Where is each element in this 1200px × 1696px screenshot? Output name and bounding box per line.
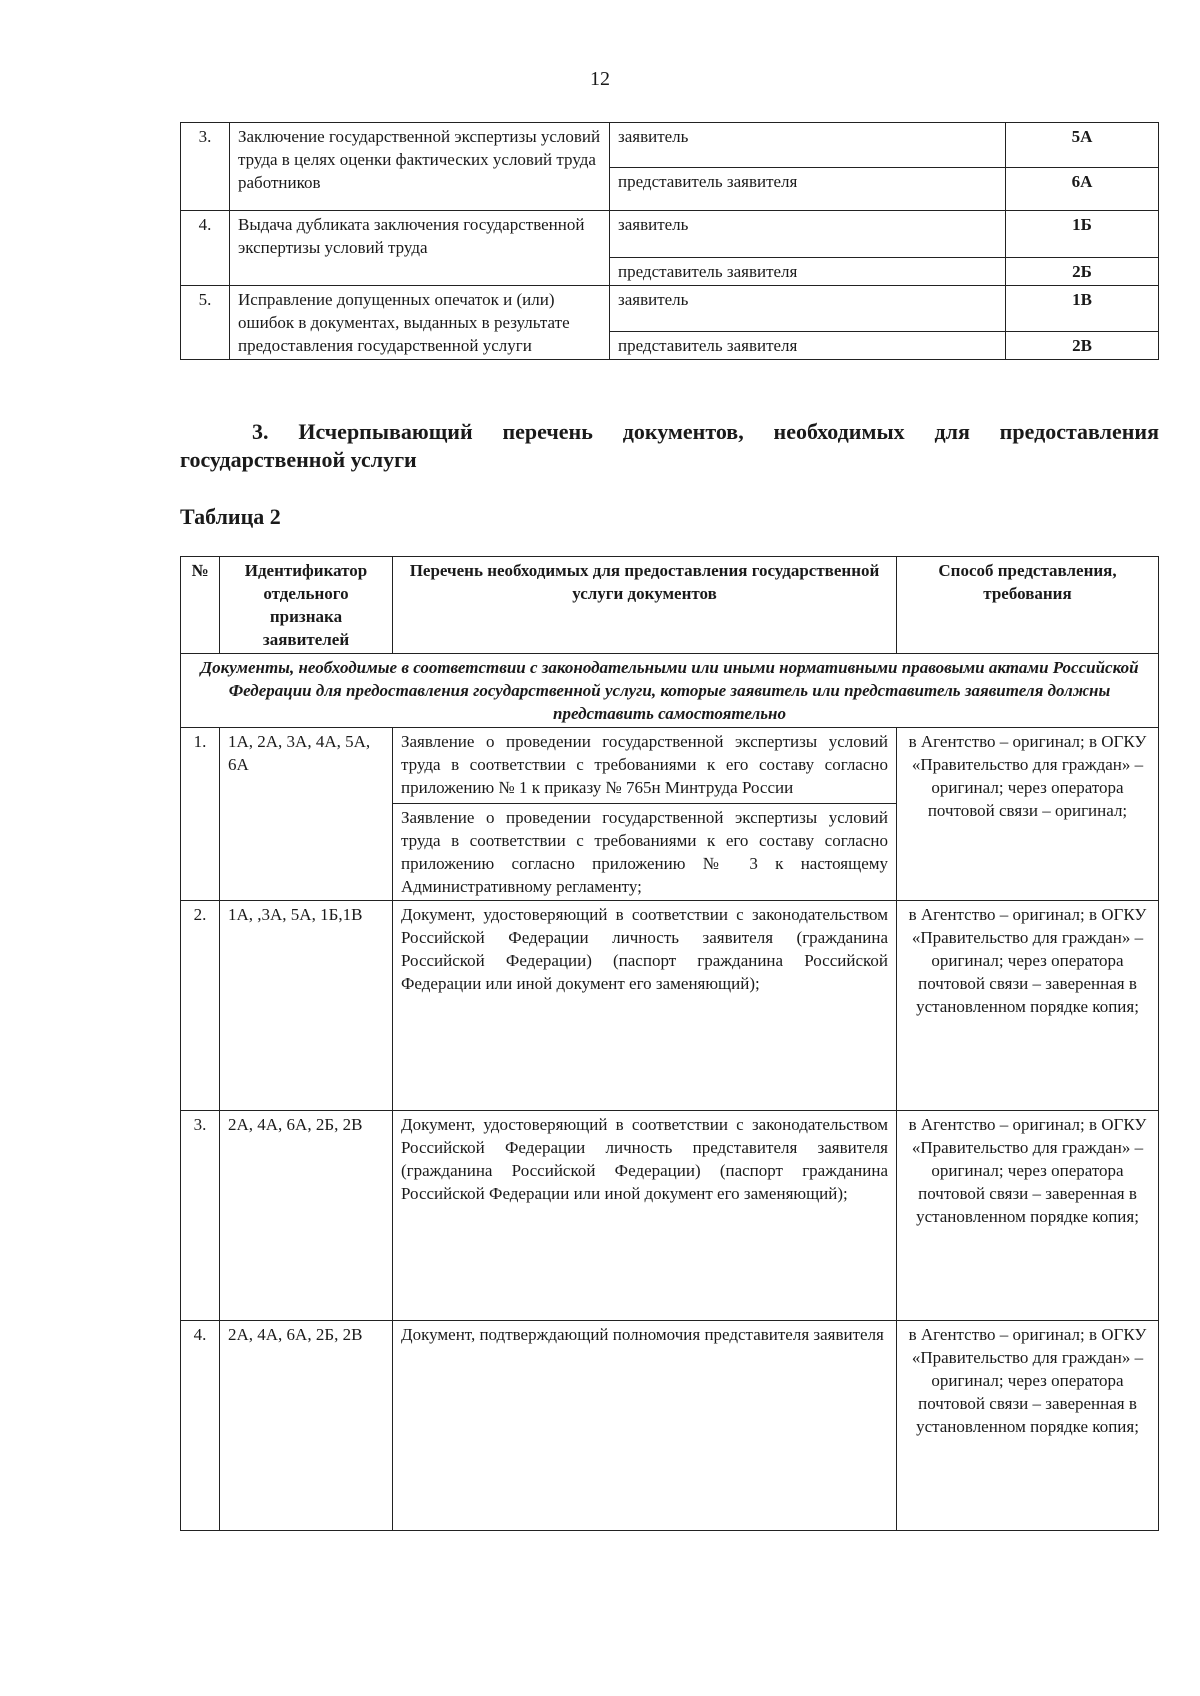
table-row	[181, 286, 1159, 332]
document-text: Заявление о проведении государственной экспертизы условий труда в соответствии с требованиями к его составу согласно приложению № 1 к приказу № 765н Минтруда России	[401, 732, 888, 797]
row-method: в Агентство – оригинал; в ОГКУ «Правительство для граждан» – оригинал; через оператора почтовой связи – заверенная в установленном порядке копия;	[897, 901, 1159, 1111]
variant-code: 1В	[1006, 286, 1159, 332]
variant-code: 6А	[1006, 168, 1159, 211]
applicant-type: представитель заявителя	[610, 331, 1006, 359]
row-method: в Агентство – оригинал; в ОГКУ «Правительство для граждан» – оригинал; через оператора почтовой связи – заверенная в установленном порядке копия;	[897, 1321, 1159, 1531]
row-number: 3.	[181, 1111, 220, 1321]
applicant-type: представитель заявителя	[610, 258, 1006, 286]
row-identifiers: 2А, 4А, 6А, 2Б, 2В	[220, 1321, 393, 1531]
services-table	[180, 122, 1159, 360]
row-documents: Документ, удостоверяющий в соответствии с законодательством Российской Федерации личность представителя заявителя (гражданина Российской Федерации) (паспорт гражданина Российской Федерации или иной документ его заменяющий);	[393, 1111, 897, 1321]
table-row	[181, 123, 1159, 168]
documents-table	[180, 556, 1159, 1531]
table-header-row	[181, 557, 1159, 654]
page-number: 12	[590, 68, 610, 90]
variant-code: 2Б	[1006, 258, 1159, 286]
variant-code: 5А	[1006, 123, 1159, 168]
table-row	[181, 728, 1159, 901]
row-number: 4.	[181, 211, 230, 286]
row-documents	[393, 728, 897, 901]
row-identifiers: 1А, ,3А, 5А, 1Б,1В	[220, 901, 393, 1111]
header-documents: Перечень необходимых для предоставления государственной услуги документов	[393, 557, 897, 654]
table-row	[181, 901, 1159, 1111]
group-title: Документы, необходимые в соответствии с законодательными или иными нормативными правовыми актами Российской Федерации для предоставления государственной услуги, которые заявитель или представитель заявителя должны представить самостоятельно	[181, 654, 1159, 728]
row-method: в Агентство – оригинал; в ОГКУ «Правительство для граждан» – оригинал; через оператора почтовой связи – заверенная в установленном порядке копия;	[897, 1111, 1159, 1321]
section-title: 3. Исчерпывающий перечень документов, необходимых для предоставления государственной услуги	[180, 419, 1159, 472]
variant-code: 1Б	[1006, 211, 1159, 258]
row-method: в Агентство – оригинал; в ОГКУ «Правительство для граждан» – оригинал; через оператора почтовой связи – оригинал;	[897, 728, 1159, 901]
variant-code: 2В	[1006, 331, 1159, 359]
applicant-type: заявитель	[610, 286, 1006, 332]
row-identifiers: 1А, 2А, 3А, 4А, 5А, 6А	[220, 728, 393, 901]
row-number: 2.	[181, 901, 220, 1111]
service-name: Заключение государственной экспертизы условий труда в целях оценки фактических условий труда работников	[230, 123, 610, 211]
applicant-type: заявитель	[610, 211, 1006, 258]
service-name: Выдача дубликата заключения государственной экспертизы условий труда	[230, 211, 610, 286]
header-number: №	[181, 557, 220, 654]
table-caption: Таблица 2	[180, 504, 281, 529]
table-row	[181, 1111, 1159, 1321]
row-documents: Документ, удостоверяющий в соответствии с законодательством Российской Федерации личность заявителя (гражданина Российской Федерации) (паспорт гражданина Российской Федерации или иной документ его заменяющий);	[393, 901, 897, 1111]
row-number: 3.	[181, 123, 230, 211]
service-name: Исправление допущенных опечаток и (или) ошибок в документах, выданных в результате предоставления государственной услуги	[230, 286, 610, 360]
row-identifiers: 2А, 4А, 6А, 2Б, 2В	[220, 1111, 393, 1321]
row-documents: Документ, подтверждающий полномочия представителя заявителя	[393, 1321, 897, 1531]
table-row	[181, 1321, 1159, 1531]
header-method: Способ представления, требования	[897, 557, 1159, 654]
table-group-row	[181, 654, 1159, 728]
table-row	[181, 211, 1159, 258]
row-number: 1.	[181, 728, 220, 901]
applicant-type: представитель заявителя	[610, 168, 1006, 211]
row-number: 5.	[181, 286, 230, 360]
row-number: 4.	[181, 1321, 220, 1531]
applicant-type: заявитель	[610, 123, 1006, 168]
document-text: Заявление о проведении государственной экспертизы условий труда в соответствии с требованиями к его составу согласно приложению согласно приложению № 3 к настоящему Административному регламенту;	[393, 803, 896, 898]
header-identifier: Идентификатор отдельного признака заявителей	[220, 557, 393, 654]
